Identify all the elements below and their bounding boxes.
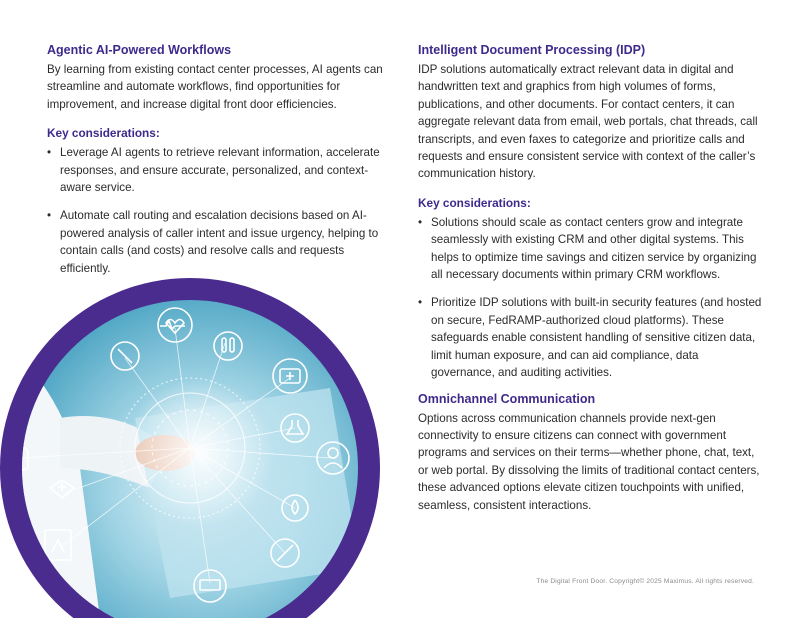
- list-item: [47, 207, 387, 277]
- right-column: [418, 42, 763, 514]
- idp-body: IDP solutions automatically extract relevant data in digital and handwritten text and graphics from high volumes of forms, publications, and other documents. For contact centers, it can aggregate relevant data from email, web portals, chat threads, call transcripts, and even faxes to categorize and prioritize calls and requests and ensure consistent service with context of the caller’s communication history.: [418, 63, 758, 181]
- section-heading-agentic-ai: Agentic AI-Powered Workflows: [47, 43, 232, 57]
- bullet-icon: •: [418, 215, 423, 229]
- bullet-text: Leverage AI agents to retrieve relevant information, accelerate responses, and ensure accurate, personalized, and context-aware service.: [60, 146, 380, 195]
- list-item: [418, 294, 763, 381]
- bullet-icon: •: [47, 146, 52, 160]
- bullet-text: Solutions should scale as contact centers grow and integrate seamlessly with existing CRM and other digital systems. This helps to optimize time savings and citizen service by organizing all necessary documents within primary CRM workflows.: [431, 215, 757, 282]
- section-heading-omnichannel: Omnichannel Communication: [418, 391, 596, 406]
- list-item: [418, 214, 763, 284]
- agentic-ai-intro: By learning from existing contact center processes, AI agents can streamline and automate workflows, find opportunities for improvement, and increase digital front door efficiencies.: [47, 63, 383, 111]
- key-considerations-label: Key considerations:: [47, 126, 160, 141]
- list-item: [47, 144, 387, 196]
- bullet-text: Prioritize IDP solutions with built-in security features (and hosted on secure, FedRAMP-authorized cloud platforms). These safeguards enable consistent handling of sensitive citizen data, limit human exposure, and can aid compliance, data governance, and auditing activities.: [431, 296, 762, 380]
- bullet-icon: •: [47, 209, 52, 223]
- healthcare-digital-illustration: [0, 268, 390, 618]
- key-considerations-label: Key considerations:: [418, 195, 531, 210]
- bullet-text: Automate call routing and escalation decisions based on AI-powered analysis of caller intent and issue urgency, helping to contain calls (and costs) and resolve calls and requests efficiently.: [60, 209, 379, 275]
- left-column: [47, 42, 387, 277]
- agentic-ai-bullet-list: [47, 144, 387, 277]
- idp-bullet-list: [418, 214, 763, 382]
- bullet-icon: •: [418, 296, 423, 310]
- page-footer: The Digital Front Door. Copyright© 2025 Maximus. All rights reserved.: [536, 578, 754, 585]
- omnichannel-body: Options across communication channels provide next-gen connectivity to ensure citizens can connect with government programs and services on their terms—whether phone, chat, text, or web portal. By dissolving the limits of traditional contact centers, these advanced options elevate citizen touchpoints with unified, seamless, consistent interactions.: [418, 411, 760, 512]
- section-heading-idp: Intelligent Document Processing (IDP): [418, 43, 646, 57]
